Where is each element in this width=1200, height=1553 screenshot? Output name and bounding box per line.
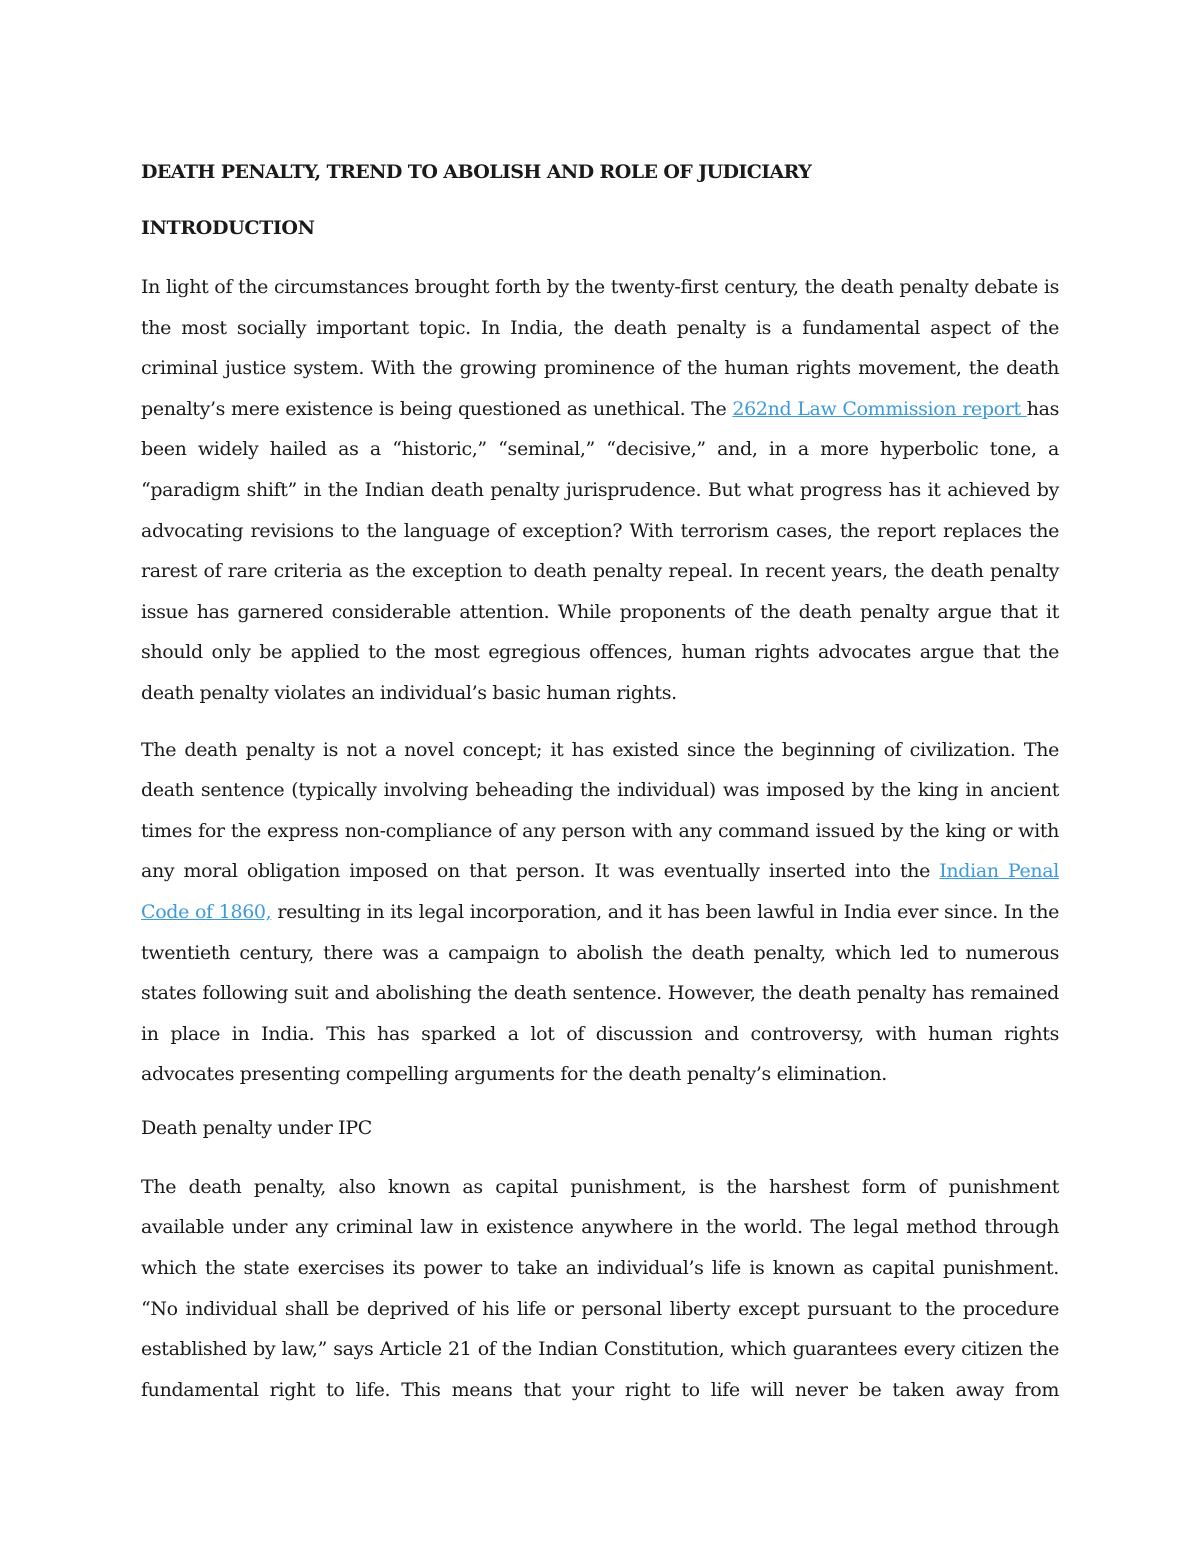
indian-penal-code-link[interactable]: Indian Penal Code of 1860, xyxy=(141,860,1060,923)
paragraph-history-text-2: resulting in its legal incorporation, and it has been lawful in India ever since. In the twentieth century, there was a campaign to abolish the death penalty, which led to numerous states following suit and abolishing the death sentence. However, the death penalty has remained in place in India. This has sparked a lot of discussion and controversy, with human rights advocates presenting compelling arguments for the death penalty’s elimination. xyxy=(141,900,1059,1086)
document-body xyxy=(141,155,1059,1410)
document-title: DEATH PENALTY, TREND TO ABOLISH AND ROLE OF JUDICIARY xyxy=(141,161,812,183)
paragraph-intro xyxy=(141,267,1059,714)
ipc-heading: Death penalty under IPC xyxy=(141,1116,372,1139)
introduction-heading: INTRODUCTION xyxy=(141,217,315,239)
paragraph-intro-text-1: In light of the circumstances brought forth by the twenty-first century, the death penalty debate is the most socially important topic. In India, the death penalty is a fundamental aspect of the criminal justice system. With the growing prominence of the human rights movement, the death penalty’s mere existence is being questioned as unethical. The xyxy=(141,276,1059,420)
paragraph-intro-text-2: has been widely hailed as a “historic,” “seminal,” “decisive,” and, in a more hyperbolic tone, a “paradigm shift” in the Indian death penalty jurisprudence. But what progress has it achieved by advocating revisions to the language of exception? With terrorism cases, the report replaces the rarest of rare criteria as the exception to death penalty repeal. In recent years, the death penalty issue has garnered considerable attention. While proponents of the death penalty argue that it should only be applied to the most egregious offences, human rights advocates argue that the death penalty violates an individual’s basic human rights. xyxy=(141,397,1059,704)
law-commission-report-link[interactable]: 262nd Law Commission report xyxy=(732,397,1027,420)
paragraph-history xyxy=(141,730,1059,1095)
paragraph-ipc: The death penalty, also known as capital punishment, is the harshest form of punishment available under any criminal law in existence anywhere in the world. The legal method through which the state exercises its power to take an individual’s life is known as capital punishment. “No individual shall be deprived of his life or personal liberty except pursuant to the procedure established by law,” says Article 21 of the Indian Constitution, which guarantees every citizen the fundamental right to life. This means that your right to life will never be taken away from xyxy=(141,1175,1059,1401)
paragraph-history-text-1: The death penalty is not a novel concept; it has existed since the beginning of civilization. The death sentence (typically involving beheading the individual) was imposed by the king in ancient times for the express non-compliance of any person with any command issued by the king or with any moral obligation imposed on that person. It was eventually inserted into the xyxy=(141,738,1059,883)
